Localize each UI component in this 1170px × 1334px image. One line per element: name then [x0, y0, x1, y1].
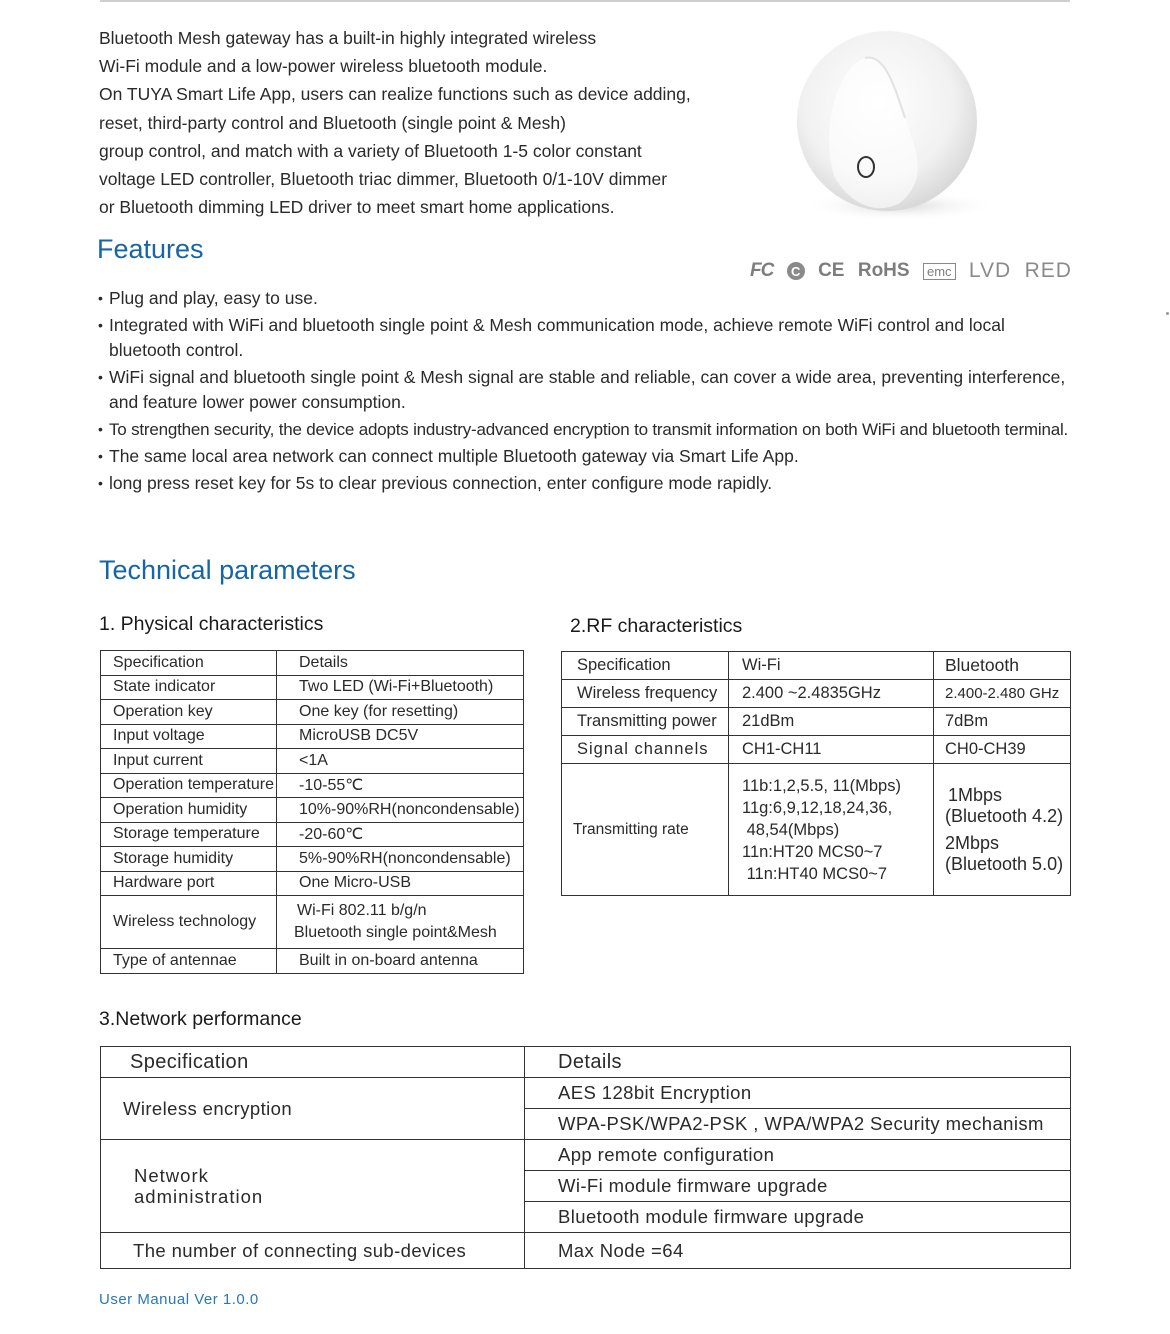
table-row: [101, 871, 524, 896]
table-row: [101, 896, 524, 949]
spec-cell: The number of connecting sub-devices: [101, 1233, 525, 1269]
detail-cell: MicroUSB DC5V: [277, 724, 524, 749]
feature-item: • To strengthen security, the device adopts industry-advanced encryption to transmit information on both WiFi and bluetooth terminal.: [98, 417, 1078, 442]
bluetooth-cell: 2.400-2.480 GHz: [934, 680, 1071, 708]
spec-cell: Wireless technology: [101, 896, 277, 949]
wifi-rate-cell: [729, 764, 934, 896]
table-row: [562, 764, 1071, 896]
table-row: [101, 949, 524, 974]
spec-cell: Operation humidity: [101, 798, 277, 823]
table-row: [101, 675, 524, 700]
spec-cell: Signal channels: [562, 736, 729, 764]
feature-item: • Plug and play, easy to use.: [98, 286, 1078, 311]
detail-cell: [277, 896, 524, 949]
table-header-cell: Specification: [562, 652, 729, 680]
detail-cell: -10-55℃: [277, 773, 524, 798]
table-row: [562, 708, 1071, 736]
detail-cell: <1A: [277, 749, 524, 774]
detail-cell: -20-60℃: [277, 822, 524, 847]
intro-paragraph: [99, 24, 699, 221]
wifi-rate-line: 11g:6,9,12,18,24,36,: [742, 798, 893, 817]
physical-characteristics-heading: 1. Physical characteristics: [99, 613, 324, 635]
intro-line: reset, third-party control and Bluetooth (single point & Mesh): [99, 112, 566, 133]
spec-cell: Operation key: [101, 700, 277, 725]
table-row: [101, 1233, 1071, 1269]
lvd-logo-icon: LVD: [968, 259, 1012, 282]
admin-label-line: Network: [134, 1165, 209, 1186]
detail-cell: Wi-Fi module firmware upgrade: [525, 1171, 1071, 1202]
spec-cell: State indicator: [101, 675, 277, 700]
wifi-rate-line: 11n:HT20 MCS0~7: [742, 842, 883, 861]
table-row: [562, 680, 1071, 708]
spec-cell: Wireless frequency: [562, 680, 729, 708]
feature-item: • Integrated with WiFi and bluetooth single point & Mesh communication mode, achieve remote WiFi control and local bluetooth control.: [98, 313, 1078, 363]
table-row: [562, 736, 1071, 764]
emc-logo-icon: emc: [923, 263, 956, 280]
detail-cell: 10%-90%RH(noncondensable): [277, 798, 524, 823]
margin-dot: [1166, 312, 1169, 315]
feature-item: • WiFi signal and bluetooth single point & Mesh signal are stable and reliable, can cover a wide area, preventing interference, and feature lower power consumption.: [98, 365, 1078, 415]
intro-line: Bluetooth Mesh gateway has a built-in highly integrated wireless: [99, 28, 597, 48]
bluetooth-rate-line: 1Mbps: [948, 784, 1003, 805]
table-header-row: [101, 651, 524, 676]
table-header-cell: Details: [277, 651, 524, 676]
certification-logos: [750, 256, 1072, 286]
rf-characteristics-table: [561, 651, 1071, 896]
spec-cell: Input current: [101, 749, 277, 774]
table-header-row: [562, 652, 1071, 680]
table-row: [101, 1140, 1071, 1171]
product-image: [790, 28, 990, 223]
bluetooth-cell: CH0-CH39: [934, 736, 1071, 764]
bluetooth-rate-line: (Bluetooth 5.0): [945, 853, 1064, 874]
spec-cell: Storage humidity: [101, 847, 277, 872]
feature-item: • long press reset key for 5s to clear previous connection, enter configure mode rapidly.: [98, 471, 1078, 496]
network-performance-table: [100, 1046, 1071, 1269]
detail-cell: WPA-PSK/WPA2-PSK , WPA/WPA2 Security mechanism: [525, 1109, 1071, 1140]
wireless-wifi-value: Wi-Fi 802.11 b/g/n: [297, 902, 427, 919]
c-tick-logo-icon: C: [787, 262, 805, 280]
rohs-logo-icon: RoHS: [857, 260, 910, 281]
detail-cell: One Micro-USB: [277, 871, 524, 896]
bluetooth-rate-line: (Bluetooth 4.2): [945, 805, 1064, 826]
intro-line: or Bluetooth dimming LED driver to meet smart home applications.: [99, 197, 615, 218]
physical-characteristics-table: [100, 650, 524, 974]
features-list: [98, 286, 1078, 498]
spec-cell: Storage temperature: [101, 822, 277, 847]
admin-label-line: administration: [134, 1186, 264, 1207]
spec-cell: Hardware port: [101, 871, 277, 896]
top-divider: [100, 0, 1070, 2]
table-row: [101, 749, 524, 774]
detail-cell: Built in on-board antenna: [277, 949, 524, 974]
detail-cell: AES 128bit Encryption: [525, 1078, 1071, 1109]
detail-cell: One key (for resetting): [277, 700, 524, 725]
bluetooth-rate-line: 2Mbps: [945, 832, 1000, 853]
network-performance-heading: 3.Network performance: [99, 1008, 302, 1030]
red-logo-icon: RED: [1024, 259, 1072, 282]
fcc-logo-icon: FC: [750, 260, 774, 281]
wifi-rate-line: 11b:1,2,5.5, 11(Mbps): [742, 776, 901, 795]
intro-line: group control, and match with a variety of Bluetooth 1-5 color constant: [99, 140, 642, 161]
spec-cell: [101, 1140, 525, 1233]
table-header-cell: Wi-Fi: [729, 652, 934, 680]
wifi-cell: 2.400 ~2.4835GHz: [729, 680, 934, 708]
table-header-cell: Specification: [101, 1047, 525, 1078]
wifi-cell: CH1-CH11: [729, 736, 934, 764]
table-row: [101, 798, 524, 823]
wifi-rate-line: 48,54(Mbps): [742, 820, 840, 839]
spec-cell: Operation temperature: [101, 773, 277, 798]
detail-cell: Bluetooth module firmware upgrade: [525, 1202, 1071, 1233]
wifi-rate-line: 11n:HT40 MCS0~7: [742, 864, 888, 883]
table-row: [101, 847, 524, 872]
spec-cell: Type of antennae: [101, 949, 277, 974]
table-header-row: [101, 1047, 1071, 1078]
spec-cell: Transmitting rate: [562, 764, 729, 896]
detail-cell: 5%-90%RH(noncondensable): [277, 847, 524, 872]
intro-line: On TUYA Smart Life App, users can realize functions such as device adding,: [99, 84, 691, 105]
table-header-cell: Bluetooth: [934, 652, 1071, 680]
feature-item: • The same local area network can connect multiple Bluetooth gateway via Smart Life App.: [98, 444, 1078, 469]
intro-line: Wi-Fi module and a low-power wireless bluetooth module.: [99, 56, 548, 77]
detail-cell: Max Node =64: [525, 1233, 1071, 1269]
table-row: [101, 1078, 1071, 1109]
rf-characteristics-heading: 2.RF characteristics: [570, 615, 743, 637]
spec-cell: Input voltage: [101, 724, 277, 749]
bluetooth-cell: 7dBm: [934, 708, 1071, 736]
spec-cell: Transmitting power: [562, 708, 729, 736]
spec-cell: Wireless encryption: [101, 1078, 525, 1140]
wireless-bluetooth-value: Bluetooth single point&Mesh: [294, 924, 497, 941]
table-row: [101, 773, 524, 798]
intro-line: voltage LED controller, Bluetooth triac dimmer, Bluetooth 0/1-10V dimmer: [99, 169, 668, 190]
table-row: [101, 700, 524, 725]
table-header-cell: Specification: [101, 651, 277, 676]
table-header-cell: Details: [525, 1047, 1071, 1078]
detail-cell: Two LED (Wi-Fi+Bluetooth): [277, 675, 524, 700]
wifi-cell: 21dBm: [729, 708, 934, 736]
technical-parameters-heading: Technical parameters: [99, 555, 356, 585]
ce-logo-icon: CE: [818, 260, 845, 281]
bluetooth-rate-cell: [934, 764, 1071, 896]
table-row: [101, 822, 524, 847]
features-heading: Features: [97, 234, 204, 264]
detail-cell: App remote configuration: [525, 1140, 1071, 1171]
footer-version: User Manual Ver 1.0.0: [99, 1291, 259, 1308]
table-row: [101, 724, 524, 749]
